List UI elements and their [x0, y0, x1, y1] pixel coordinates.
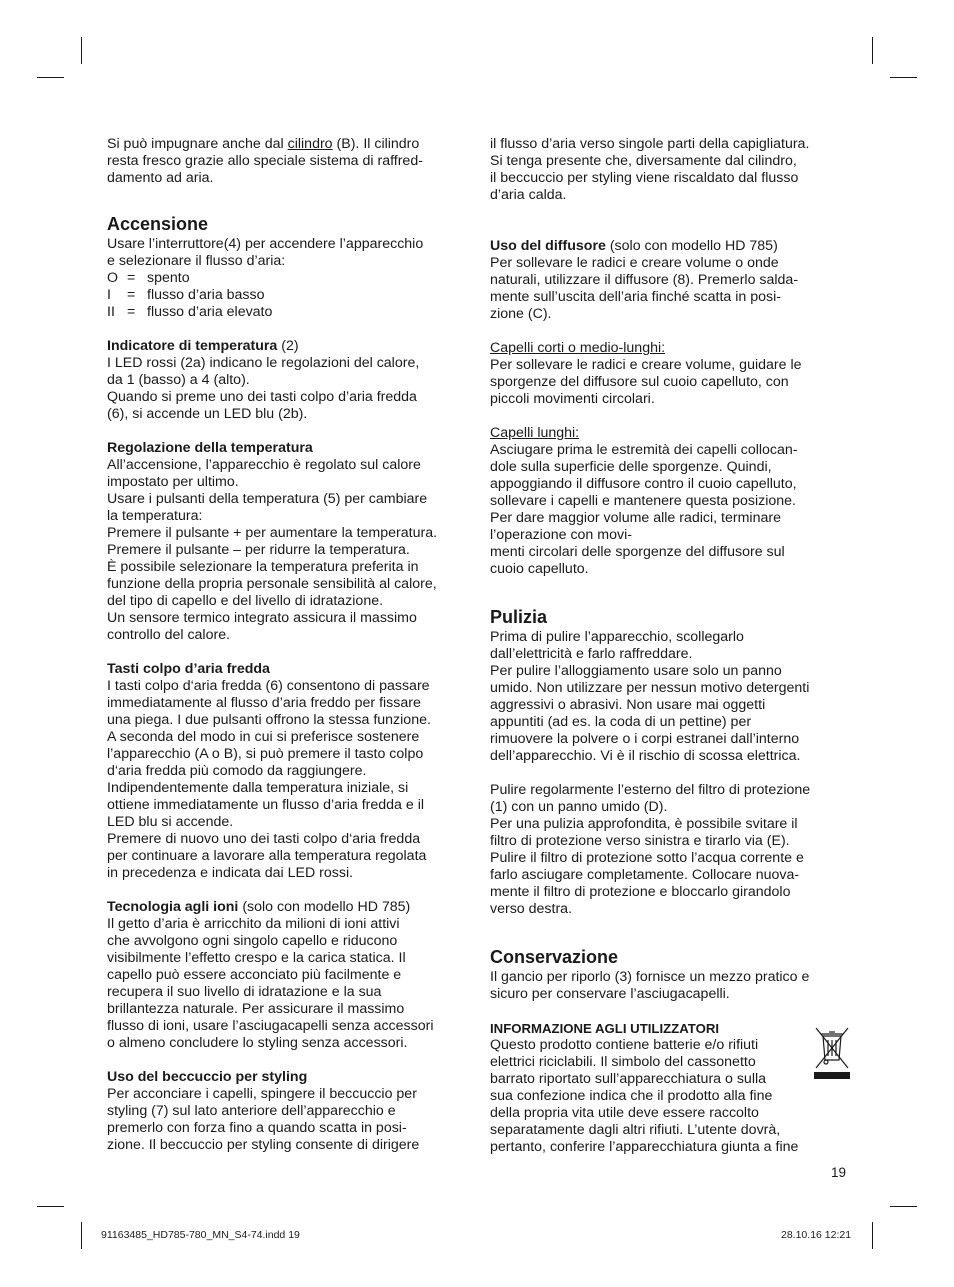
- text-line: recupera il suo livello di idratazione e la sua: [107, 984, 382, 1000]
- crop-mark: [872, 1222, 873, 1249]
- intro-line: resta fresco grazie allo speciale sistema di raffred-: [107, 153, 423, 169]
- text-line: piccoli movimenti circolari.: [490, 391, 655, 407]
- text-line: e selezionare il flusso d’aria:: [107, 253, 286, 269]
- text-line: Per acconciare i capelli, spingere il beccuccio per: [107, 1086, 417, 1102]
- text-line: zione (C).: [490, 306, 552, 322]
- text-line: l’operazione con movi-: [490, 527, 632, 543]
- text-line: Asciugare prima le estremità dei capelli collocan-: [490, 442, 798, 458]
- crop-mark: [81, 1222, 82, 1249]
- text-line: rimuovere la polvere o i corpi estranei dall’interno: [490, 731, 800, 747]
- text-line: da 1 (basso) a 4 (alto).: [107, 372, 250, 388]
- switch-eq: =: [127, 287, 136, 303]
- text-line: che avvolgono ogni singolo capello e riducono: [107, 933, 398, 949]
- text-line: Il getto d’aria è arricchito da milioni di ioni attivi: [107, 916, 400, 932]
- text-line: capello può essere acconciato più facilmente e: [107, 967, 402, 983]
- text-line: Per sollevare le radici e creare volume, guidare le: [490, 357, 802, 373]
- text-line: farlo asciugare completamente. Collocare nuova-: [490, 867, 800, 883]
- text-line: della propria vita utile deve essere raccolto: [490, 1105, 759, 1121]
- switch-value: spento: [147, 270, 190, 286]
- crop-mark: [37, 1206, 64, 1207]
- switch-key: O: [107, 270, 119, 286]
- text-line: controllo del calore.: [107, 627, 231, 643]
- text-line: Il gancio per riporlo (3) fornisce un mezzo pratico e: [490, 969, 810, 985]
- subheading-tasti: Tasti colpo d’aria fredda: [107, 661, 270, 677]
- text-line: A seconda del modo in cui si preferisce sostenere: [107, 729, 420, 745]
- text-line: sporgenze del diffusore sul cuoio capelluto, con: [490, 374, 789, 390]
- switch-eq: =: [127, 270, 136, 286]
- text-line: flusso di ioni, usare l’asciugacapelli senza accessori: [107, 1018, 434, 1034]
- text-line: appoggiando il diffusore contro il cuoio capelluto,: [490, 476, 797, 492]
- text-line: Premere il pulsante + per aumentare la temperatura.: [107, 525, 438, 541]
- text-line: per continuare a lavorare alla temperatura regolata: [107, 848, 427, 864]
- text-line: Premere di nuovo uno dei tasti colpo d‘aria fredda: [107, 831, 421, 847]
- text-line: premerlo con forza fino a quando scatta in posi-: [107, 1120, 407, 1136]
- text-line: È possibile selezionare la temperatura preferita in: [107, 559, 419, 575]
- text-line: l’apparecchio (A o B), si può premere il tasto colpo: [107, 746, 424, 762]
- subheading-info-utilizzatori: INFORMAZIONE AGLI UTILIZZATORI: [490, 1021, 720, 1036]
- text-line: Premere il pulsante – per ridurre la temperatura.: [107, 542, 410, 558]
- text-line: Indipendentemente dalla temperatura iniziale, si: [107, 780, 409, 796]
- switch-key: I: [107, 287, 111, 303]
- crop-mark: [890, 1206, 917, 1207]
- crop-mark: [872, 37, 873, 64]
- pulizia-filtro-paragraph: [490, 782, 848, 918]
- text-line: filtro di protezione verso sinistra e tirarlo via (E).: [490, 833, 790, 849]
- text-line: Questo prodotto contiene batterie e/o rifiuti: [490, 1037, 759, 1053]
- subheading-capelli-lunghi: Capelli lunghi:: [490, 425, 580, 441]
- tasti-section: [107, 661, 465, 882]
- text-line: (1) con un panno umido (D).: [490, 799, 668, 815]
- text-line: pertanto, conferire l’apparecchiatura giunta a fine: [490, 1139, 799, 1155]
- text-line: impostato per ultimo.: [107, 474, 239, 490]
- text-line: dall’elettricità e farlo raffreddare.: [490, 646, 693, 662]
- text-line: Prima di pulire l’apparecchio, scollegarlo: [490, 629, 744, 645]
- accensione-paragraph: [107, 236, 465, 270]
- text-line: brillantezza naturale. Per assicurare il massimo: [107, 1001, 405, 1017]
- text-line: mente sull’uscita dell’aria finché scatta in posi-: [490, 289, 781, 305]
- text-line: Quando si preme uno dei tasti colpo d’aria fredda: [107, 389, 417, 405]
- subheading-capelli-corti: Capelli corti o medio-lunghi:: [490, 340, 666, 356]
- switch-item: [107, 287, 465, 304]
- text-line: elettrici riciclabili. Il simbolo del cassonetto: [490, 1054, 756, 1070]
- text-line: Per sollevare le radici e creare volume o onde: [490, 255, 779, 271]
- text-line: del tipo di capello e del livello di idratazione.: [107, 593, 384, 609]
- switch-item: [107, 304, 465, 321]
- subheading-regolazione: Regolazione della temperatura: [107, 440, 313, 456]
- text-line: in precedenza e indicata dai LED rossi.: [107, 865, 354, 881]
- text-line: sua confezione indica che il prodotto alla fine: [490, 1088, 773, 1104]
- subheading-ref: (2): [277, 338, 299, 354]
- text-line: I tasti colpo d‘aria fredda (6) consentono di passare: [107, 678, 430, 694]
- switch-value: flusso d’aria elevato: [147, 304, 273, 320]
- text-line: LED blu si accende.: [107, 814, 234, 830]
- text-line: Per dare maggior volume alle radici, terminare: [490, 510, 781, 526]
- text-line: I LED rossi (2a) indicano le regolazioni del calore,: [107, 355, 420, 371]
- text-line: funzione della propria personale sensibilità al calore,: [107, 576, 437, 592]
- text-line: appuntiti (ad es. la coda di un pettine) per: [490, 714, 752, 730]
- text-line: dole sulla superficie delle sporgenze. Quindi,: [490, 459, 772, 475]
- text-line: d‘aria fredda più comodo da raggiungere.: [107, 763, 367, 779]
- text-line: Pulire il filtro di protezione sotto l’acqua corrente e: [490, 850, 804, 866]
- text-line: Per pulire l’alloggiamento usare solo un panno: [490, 663, 782, 679]
- text-line: Per una pulizia approfondita, è possibile svitare il: [490, 816, 798, 832]
- text-line: Un sensore termico integrato assicura il massimo: [107, 610, 417, 626]
- text-line: visibilmente l’effetto crespo e la carica statica. Il: [107, 950, 406, 966]
- text-line: sollevare i capelli e mantenere questa posizione.: [490, 493, 797, 509]
- capelli-corti-section: [490, 340, 848, 408]
- cilindro-term: cilindro: [287, 136, 333, 152]
- text-line: il beccuccio per styling viene riscaldato dal flusso: [490, 170, 799, 186]
- text-line: Usare i pulsanti della temperatura (5) per cambiare: [107, 491, 428, 507]
- conservazione-paragraph: [490, 969, 848, 1003]
- switch-item: [107, 270, 465, 287]
- text-line: verso destra.: [490, 901, 573, 917]
- text-line: naturali, utilizzare il diffusore (8). Premerlo salda-: [490, 272, 799, 288]
- text-line: (6), si accende un LED blu (2b).: [107, 406, 308, 422]
- intro-text-rest: (B). Il cilindro: [332, 136, 420, 152]
- subheading-ref: (solo con modello HD 785): [238, 899, 411, 915]
- text-line: dell’apparecchio. Vi è il rischio di scossa elettrica.: [490, 748, 801, 764]
- right-column: [490, 136, 848, 1156]
- text-line: cuoio capelluto.: [490, 561, 589, 577]
- capelli-lunghi-section: [490, 425, 848, 578]
- text-line: Si tenga presente che, diversamente dal cilindro,: [490, 153, 797, 169]
- text-line: barrato riportato sull’apparecchiatura o sulla: [490, 1071, 767, 1087]
- text-line: la temperatura:: [107, 508, 203, 524]
- footer-date: 28.10.16 12:21: [781, 1229, 852, 1241]
- left-column: [107, 136, 465, 1154]
- ioni-section: [107, 899, 465, 1052]
- page-number: 19: [831, 1165, 847, 1180]
- crop-mark: [890, 77, 917, 78]
- text-line: mente il filtro di protezione e bloccarlo girandolo: [490, 884, 791, 900]
- text-line: menti circolari delle sporgenze del diffusore sul: [490, 544, 785, 560]
- info-utilizzatori-section: [490, 1020, 848, 1156]
- text-line: ottiene immediatamente un flusso d’aria fredda e il: [107, 797, 425, 813]
- footer-file-name: 91163485_HD785-780_MN_S4-74.indd 19: [101, 1229, 300, 1241]
- text-line: sicuro per conservare l’asciugacapelli.: [490, 986, 730, 1002]
- crop-mark: [37, 77, 64, 78]
- continued-paragraph: [490, 136, 848, 204]
- text-line: Usare l’interruttore(4) per accendere l’apparecchio: [107, 236, 424, 252]
- subheading-beccuccio: Uso del beccuccio per styling: [107, 1069, 308, 1085]
- beccuccio-section: [107, 1069, 465, 1154]
- text-line: aggressivi o abrasivi. Non usare mai oggetti: [490, 697, 766, 713]
- diffusore-section: [490, 238, 848, 323]
- subheading-ioni: Tecnologia agli ioni: [107, 899, 239, 915]
- switch-eq: =: [127, 304, 136, 320]
- crop-mark: [81, 37, 82, 64]
- text-line: o almeno concludere lo styling senza accessori.: [107, 1035, 408, 1051]
- text-line: d’aria calda.: [490, 187, 567, 203]
- text-line: umido. Non utilizzare per nessun motivo detergenti: [490, 680, 810, 696]
- pulizia-paragraph: [490, 629, 848, 765]
- crossed-out-wheelie-bin-icon: [812, 1024, 852, 1080]
- text-line: Pulire regolarmente l’esterno del filtro di protezione: [490, 782, 811, 798]
- switch-key: II: [107, 304, 115, 320]
- heading-accensione: Accensione: [107, 214, 209, 234]
- text-line: styling (7) sul lato anteriore dell’apparecchio e: [107, 1103, 396, 1119]
- subheading-indicatore: Indicatore di temperatura: [107, 338, 278, 354]
- text-line: zione. Il beccuccio per styling consente di dirigere: [107, 1137, 420, 1153]
- text-line: separatamente dagli altri rifiuti. L’utente dovrà,: [490, 1122, 781, 1138]
- text-line: una piega. I due pulsanti offrono la stessa funzione.: [107, 712, 431, 728]
- heading-conservazione: Conservazione: [490, 947, 619, 967]
- indicatore-section: [107, 338, 465, 423]
- regolazione-section: [107, 440, 465, 644]
- switch-value: flusso d’aria basso: [147, 287, 265, 303]
- intro-paragraph: [107, 136, 465, 187]
- switch-list: [107, 270, 465, 321]
- subheading-ref: (solo con modello HD 785): [605, 238, 778, 254]
- text-line: il flusso d’aria verso singole parti della capigliatura.: [490, 136, 810, 152]
- text-line: immediatamente al flusso d’aria freddo per fissare: [107, 695, 421, 711]
- text-line: All’accensione, l’apparecchio è regolato sul calore: [107, 457, 421, 473]
- subheading-diffusore: Uso del diffusore: [490, 238, 606, 254]
- intro-line: damento ad aria.: [107, 170, 214, 186]
- intro-text: Si può impugnare anche dal: [107, 136, 288, 152]
- heading-pulizia: Pulizia: [490, 607, 548, 627]
